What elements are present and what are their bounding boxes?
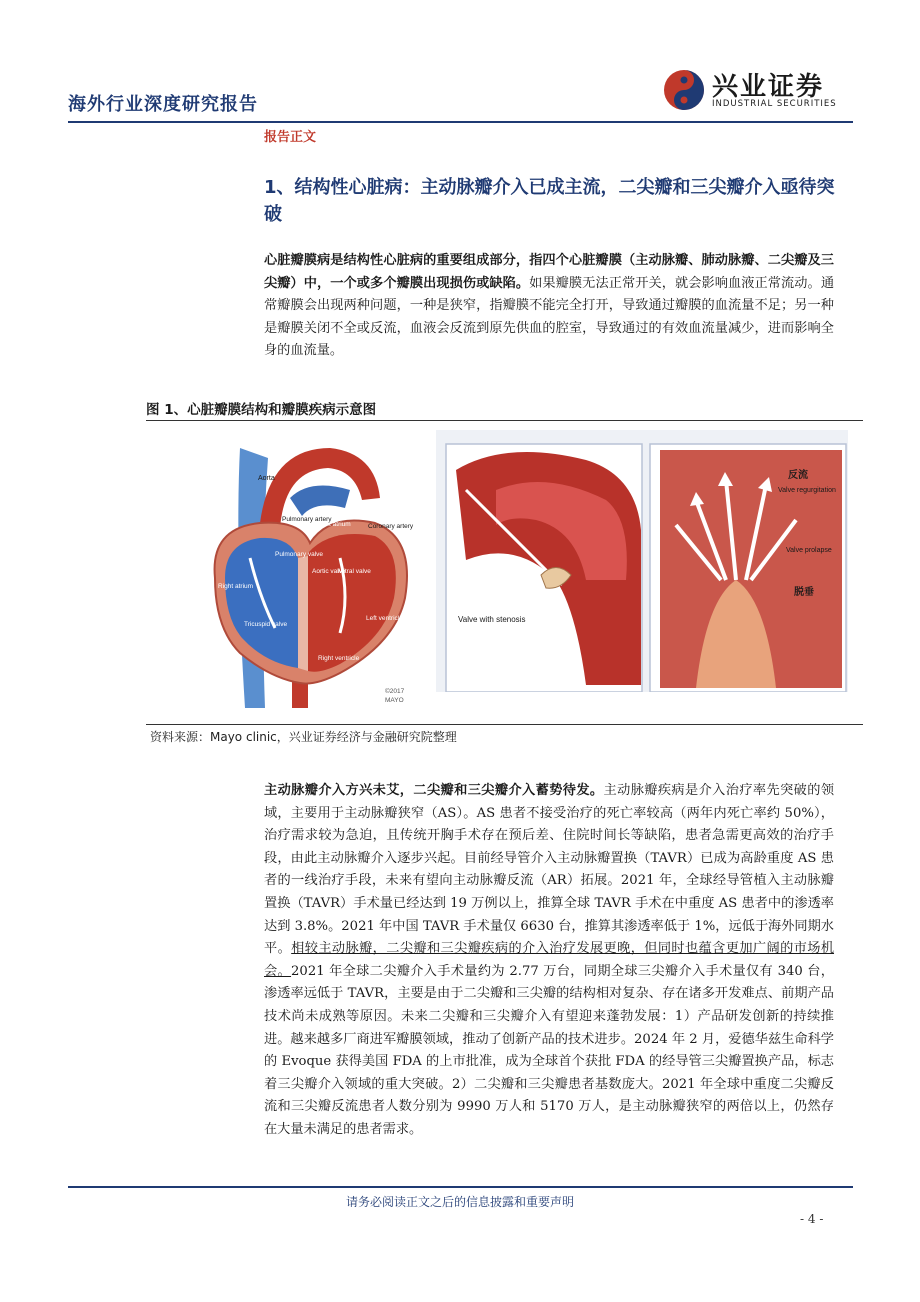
label-pulmonary-valve: Pulmonary valve: [275, 551, 324, 558]
figure-top-rule: [146, 420, 863, 421]
logo-mark-icon: [662, 68, 706, 112]
para2-underlined: 相较主动脉瓣，二尖瓣和三尖瓣疾病的介入治疗发展更晚，但同时也蕴含更加广阔的市场机会。: [264, 941, 835, 979]
header-divider: [68, 121, 853, 123]
label-regurg-cn: 反流: [788, 470, 808, 481]
septum-shape: [298, 556, 308, 671]
label-aorta: Aorta: [258, 475, 275, 482]
label-mayo: MAYO: [385, 697, 404, 704]
label-copyright: ©2017: [385, 688, 405, 695]
para2-body-2: 2021 年全球二尖瓣介入手术量约为 2.77 万台，同期全球三尖瓣介入手术量仅有 340 台，渗透率远低于 TAVR，主要是由于二尖瓣和三尖瓣的结构相对复杂、存在诸多开发难点、前期产品技术尚未成熟等原因。未来二尖瓣和三尖瓣介入有望迎来蓬勃发展：1）产品研发创新的持续推进。越来越多厂商进军瓣膜领域，推动了创新产品的技术进步。2024 年 2 月，爱德华兹生命科学的 Evoque 获得美国 FDA 的上市批准，成为全球首个获批 FDA 的经导管三尖瓣置换产品，标志着三尖瓣介入领域的重大突破。2）二尖瓣和三尖瓣患者基数庞大。2021 年全球中重度二尖瓣反流和三尖瓣反流患者人数分别为 9990 万人和 5170 万人，是主动脉瓣狭窄的两倍以上，仍然存在大量未满足的患者需求。: [264, 963, 834, 1137]
disclosure-note: 请务必阅读正文之后的信息披露和重要声明: [345, 1195, 574, 1209]
para2-bold-lead: 主动脉瓣介入方兴未艾，二尖瓣和三尖瓣介入蓄势待发。: [264, 783, 604, 798]
label-left-ventricle: Left ventricle: [366, 615, 403, 622]
para2-body-1: 主动脉瓣疾病是介入治疗率先突破的领域，主要用于主动脉瓣狭窄（AS）。AS 患者不接受治疗的死亡率较高（两年内死亡率约 50%），治疗需求较为急迫，且传统开胸手术存在预后差、住院时间长等缺陷，患者急需更高效的治疗手段，由此主动脉瓣介入逐步兴起。目前经导管介入主动脉瓣置换（TAVR）已成为高龄重度 AS 患者的一线治疗手段，未来有望向主动脉瓣反流（AR）拓展。2021 年，全球经导管植入主动脉瓣置换（TAVR）手术量已经达到 19 万例以上，推算全球 TAVR 手术在中重度 AS 患者中的渗透率达到 3.8%。2021 年中国 TAVR 手术量仅 6630 台，推算其渗透率低于 1%，远低于海外同期水平。: [264, 783, 835, 957]
report-type-title: 海外行业深度研究报告: [68, 94, 258, 115]
valve-disease-illustration: [436, 430, 848, 692]
label-left-atrium: Left atrium: [320, 521, 351, 528]
label-stenosis-cn: 狭窄: [466, 648, 486, 659]
logo-english-name: INDUSTRIAL SECURITIES: [712, 99, 837, 109]
label-mitral-valve: Mitral valve: [338, 568, 371, 575]
label-right-ventricle: Right ventricle: [318, 655, 360, 662]
company-logo: [662, 66, 852, 114]
figure-title: 图 1、心脏瓣膜结构和瓣膜疾病示意图: [146, 402, 377, 418]
label-valve-regurgitation: Valve regurgitation: [778, 487, 836, 494]
label-right-atrium: Right atrium: [218, 583, 254, 590]
label-pulmonary-artery: Pulmonary artery: [282, 516, 332, 523]
paragraph-valve-intervention: [264, 780, 834, 1142]
page-number: - 4 -: [800, 1212, 824, 1226]
section-tag: 报告正文: [264, 130, 317, 145]
section-heading: 1、结构性心脏病：主动脉瓣介入已成主流，二尖瓣和三尖瓣介入亟待突破: [264, 177, 835, 225]
label-coronary-artery: Coronary artery: [368, 523, 414, 530]
label-valve-prolapse: Valve prolapse: [786, 547, 832, 554]
label-prolapse-cn: 脱垂: [794, 587, 814, 598]
figure-bottom-rule: [146, 724, 863, 725]
footer-divider: [68, 1186, 853, 1188]
heart-anatomy-illustration: [180, 428, 430, 712]
intro-body: 如果瓣膜无法正常开关，就会影响血液正常流动。通常瓣膜会出现两种问题，一种是狭窄，指瓣膜不能完全打开，导致通过瓣膜的血流量不足；另一种是瓣膜关闭不全或反流，血液会反流到原先供血的腔室，导致通过的有效血流量减少，进而影响全身的血流量。: [264, 275, 835, 359]
label-tricuspid-valve: Tricuspid valve: [244, 621, 288, 628]
label-aortic-valve: Aortic valve: [312, 568, 346, 575]
logo-chinese-name: 兴业证券: [712, 72, 825, 102]
intro-bold-lead: 心脏瓣膜病是结构性心脏病的重要组成部分，指四个心脏瓣膜（主动脉瓣、肺动脉瓣、二尖瓣及三尖瓣）中，一个或多个瓣膜出现损伤或缺陷。: [264, 253, 834, 291]
figure-source: 资料来源：Mayo clinic，兴业证券经济与金融研究院整理: [150, 730, 457, 744]
paragraph-intro: [264, 250, 834, 363]
label-valve-with: Valve with stenosis: [458, 615, 526, 624]
